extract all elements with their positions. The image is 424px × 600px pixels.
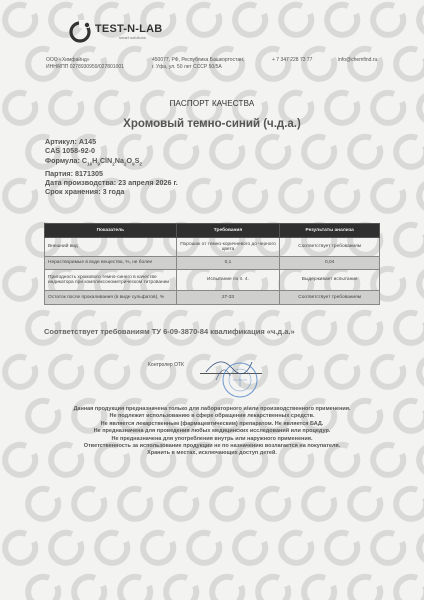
cell-result: Соответствует требованиям xyxy=(280,291,380,305)
conformity-statement: Соответствует требованиям ТУ 6-09-3870-84 квалификация «ч.д.а.» xyxy=(44,327,295,336)
table-row xyxy=(45,257,380,270)
cell-result: 0,04 xyxy=(280,257,380,270)
spec-formula: Формула: $C_{16}H_9ClN_2Na_2O_9S_2$ xyxy=(45,155,142,167)
cell-parameter: Пригодность хромового темно-синего в качестве индикатора при комплексонометрическом титровании xyxy=(45,270,177,291)
cell-requirement: 27-33 xyxy=(176,291,280,305)
cell-result: Выдерживает испытания xyxy=(280,270,380,291)
analysis-table xyxy=(44,223,380,305)
table-header-row xyxy=(45,224,380,238)
qc-label: Контролер ОТК xyxy=(148,362,184,368)
footer-line: Хранить в местах, исключающих доступ детей. xyxy=(147,450,277,457)
header-parameter: Показатель xyxy=(45,224,177,238)
product-name: Хромовый темно-синий (ч.д.а.) xyxy=(123,118,301,130)
table-row xyxy=(45,291,380,305)
cell-requirement: Испытание по п. 4. xyxy=(176,270,280,291)
cell-parameter: Остаток после прокаливания (в виде сульфатов), % xyxy=(45,291,177,305)
company-address xyxy=(152,57,252,71)
company-logo xyxy=(68,20,162,44)
company-inn: ИНН/КПП 0278930959/027801001 xyxy=(46,64,124,70)
footer-line: Ответственность за использование продукции не по назначению возлагается на покупателя. xyxy=(83,443,341,450)
footer-line: Данная продукция предназначена только для лабораторного и/или производственного применения. xyxy=(73,406,351,412)
formula-value: $C_{16}H_9ClN_2Na_2O_9S_2$ xyxy=(81,155,142,167)
address-line-2: г. Уфа, ул. 50 лет СССР 50/5А xyxy=(152,64,222,70)
company-stamp-icon xyxy=(202,350,262,400)
address-line-1: 450077, РФ, Республика Башкортостан, xyxy=(152,57,245,63)
table-row xyxy=(45,270,380,291)
spec-cas: CAS 1058-92-0 xyxy=(45,146,95,156)
cell-parameter: Внешний вид xyxy=(45,238,177,257)
logo-subtitle: smart solutions xyxy=(119,35,146,40)
spec-batch: Партия: 8171305 xyxy=(45,168,103,178)
spec-production-date: Дата производства: 23 апреля 2026 г. xyxy=(45,178,178,188)
footer-line: Не предназначена для проведения любых медицинских исследований или процедур. xyxy=(93,428,331,435)
cell-parameter: Нерастворимые в воде вещества, %, не более xyxy=(45,257,177,270)
table-row xyxy=(45,238,380,257)
footer-line: Не предназначена для употребления внутрь или наружного применения. xyxy=(111,435,313,442)
header-requirements: Требования xyxy=(176,224,280,238)
company-phone: + 7 347 228 73 77 xyxy=(272,57,313,63)
spec-article: Артикул: A145 xyxy=(45,137,97,146)
test-n-lab-logo-icon xyxy=(68,20,92,44)
cell-result: Соответствует требованиям xyxy=(280,238,380,257)
footer-line: Не подлежит использованию в сфере обращения лекарственных средств. xyxy=(109,413,315,420)
company-name: ООО «Химфайнд» xyxy=(46,57,90,63)
logo-name: TEST-N-LAB xyxy=(95,23,163,35)
company-info xyxy=(46,57,124,71)
document-title: ПАСПОРТ КАЧЕСТВА xyxy=(169,99,255,108)
cell-requirement: Порошок от темно-коричневого до черного цвета xyxy=(176,238,280,257)
cell-requirement: 0,1 xyxy=(176,257,280,270)
footer-line: Не является лекарственным (фармацевтическим) препаратом. Не является БАД. xyxy=(100,420,324,427)
footer-disclaimer xyxy=(40,406,384,458)
spec-shelf-life: Срок хранения: 3 года xyxy=(45,187,125,197)
product-specs xyxy=(45,137,178,197)
header-results: Результаты анализа xyxy=(280,224,380,238)
company-email: info@chemfind.ru xyxy=(338,57,378,63)
